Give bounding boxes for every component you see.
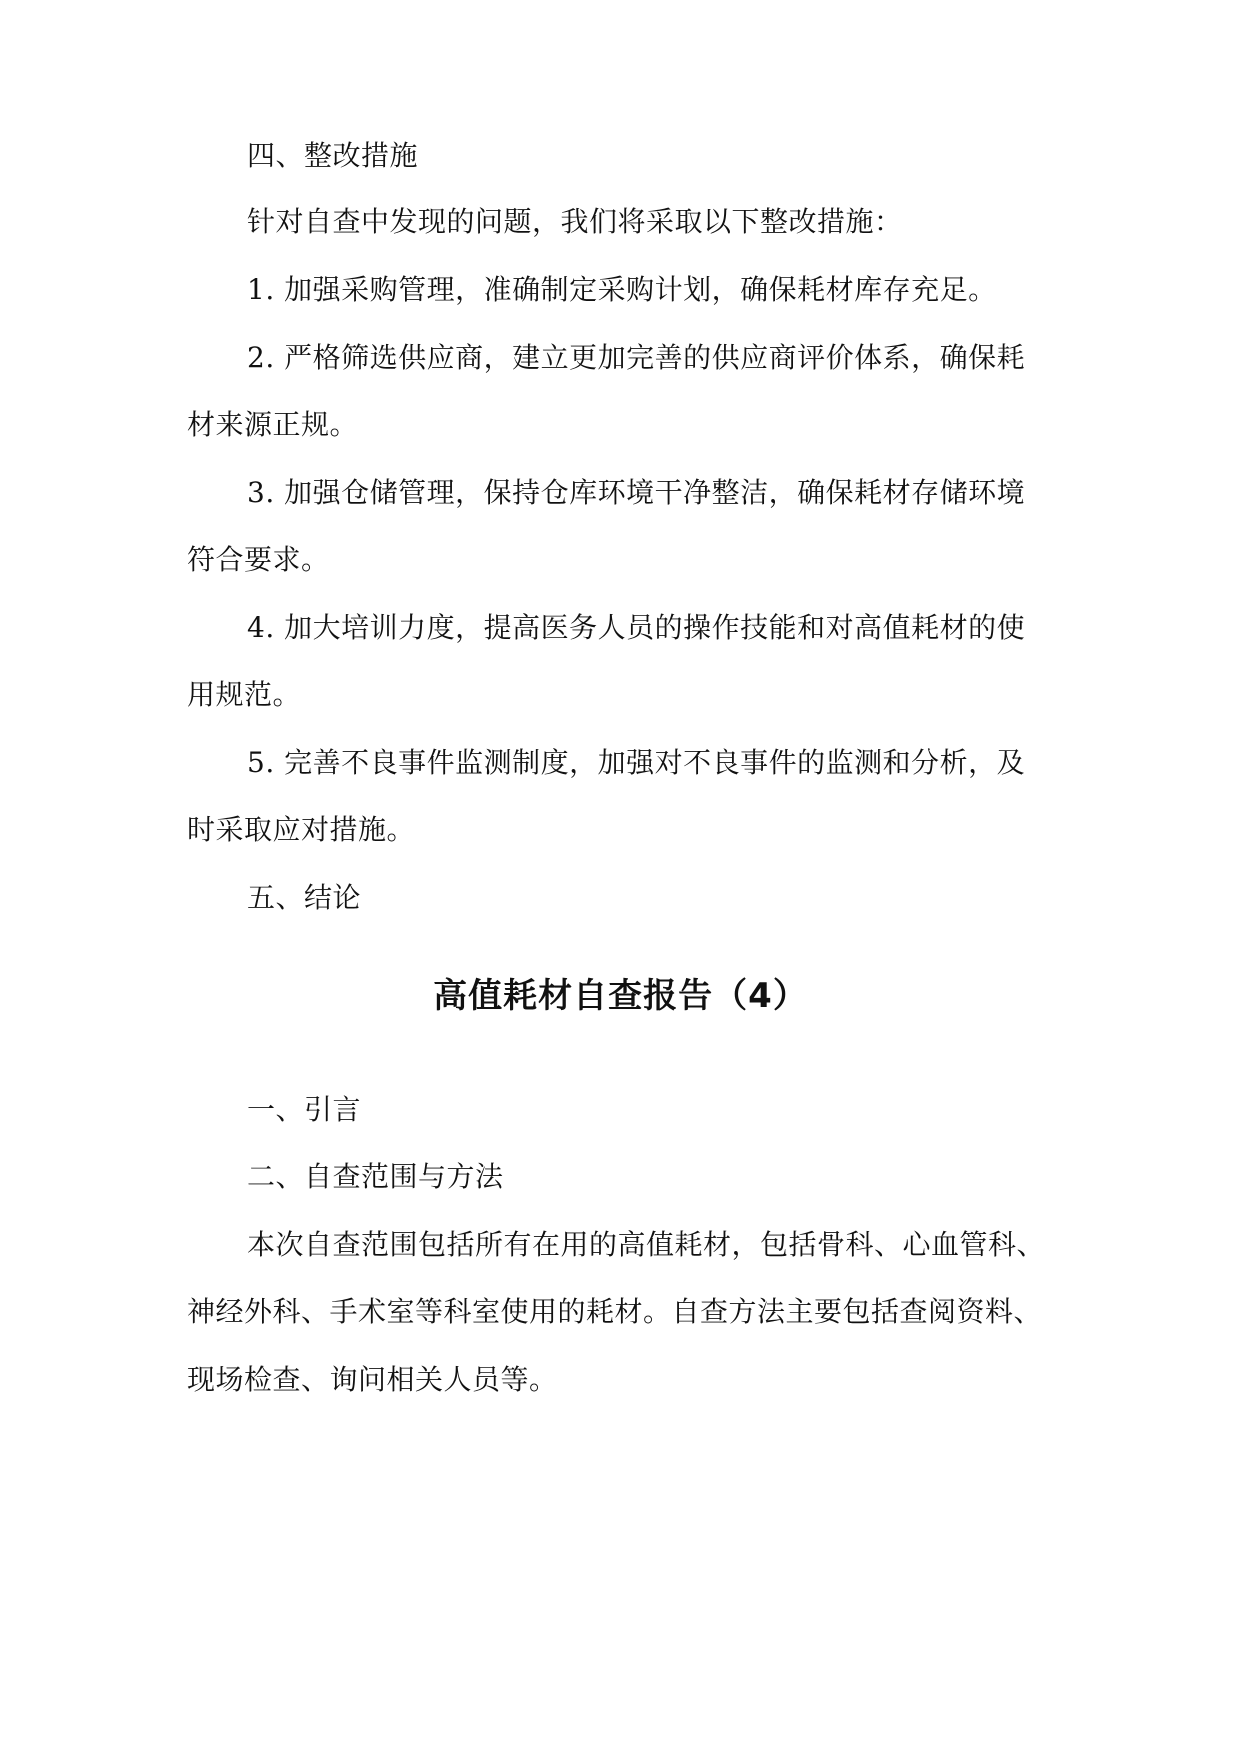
measure-3-line-1: 3. 加强仓储管理，保持仓库环境干净整洁，确保耗材存储环境	[247, 476, 1026, 509]
scope-line-2: 神经外科、手术室等科室使用的耗材。自查方法主要包括查阅资料、	[187, 1295, 1043, 1328]
measure-5-line-1: 5. 完善不良事件监测制度，加强对不良事件的监测和分析，及	[247, 746, 1026, 779]
measure-3-line-2: 符合要求。	[187, 543, 330, 576]
scope-line-1: 本次自查范围包括所有在用的高值耗材，包括骨科、心血管科、	[247, 1228, 1046, 1261]
section-one-heading: 一、引言	[247, 1093, 362, 1126]
measure-4-line-1: 4. 加大培训力度，提高医务人员的操作技能和对高值耗材的使	[247, 611, 1026, 644]
measure-2-line-1: 2. 严格筛选供应商，建立更加完善的供应商评价体系，确保耗	[247, 341, 1026, 374]
section-four-heading: 四、整改措施	[247, 139, 419, 172]
measure-2-line-2: 材来源正规。	[187, 408, 359, 441]
report-title: 高值耗材自查报告（4）	[433, 976, 808, 1016]
section-four-intro: 针对自查中发现的问题，我们将采取以下整改措施：	[247, 205, 903, 238]
section-five-heading: 五、结论	[247, 881, 362, 914]
section-two-heading: 二、自查范围与方法	[247, 1160, 504, 1193]
measure-4-line-2: 用规范。	[187, 678, 302, 711]
scope-line-3: 现场检查、询问相关人员等。	[187, 1363, 558, 1396]
measure-1-line-1: 1. 加强采购管理，准确制定采购计划，确保耗材库存充足。	[247, 273, 997, 306]
measure-5-line-2: 时采取应对措施。	[187, 813, 416, 846]
